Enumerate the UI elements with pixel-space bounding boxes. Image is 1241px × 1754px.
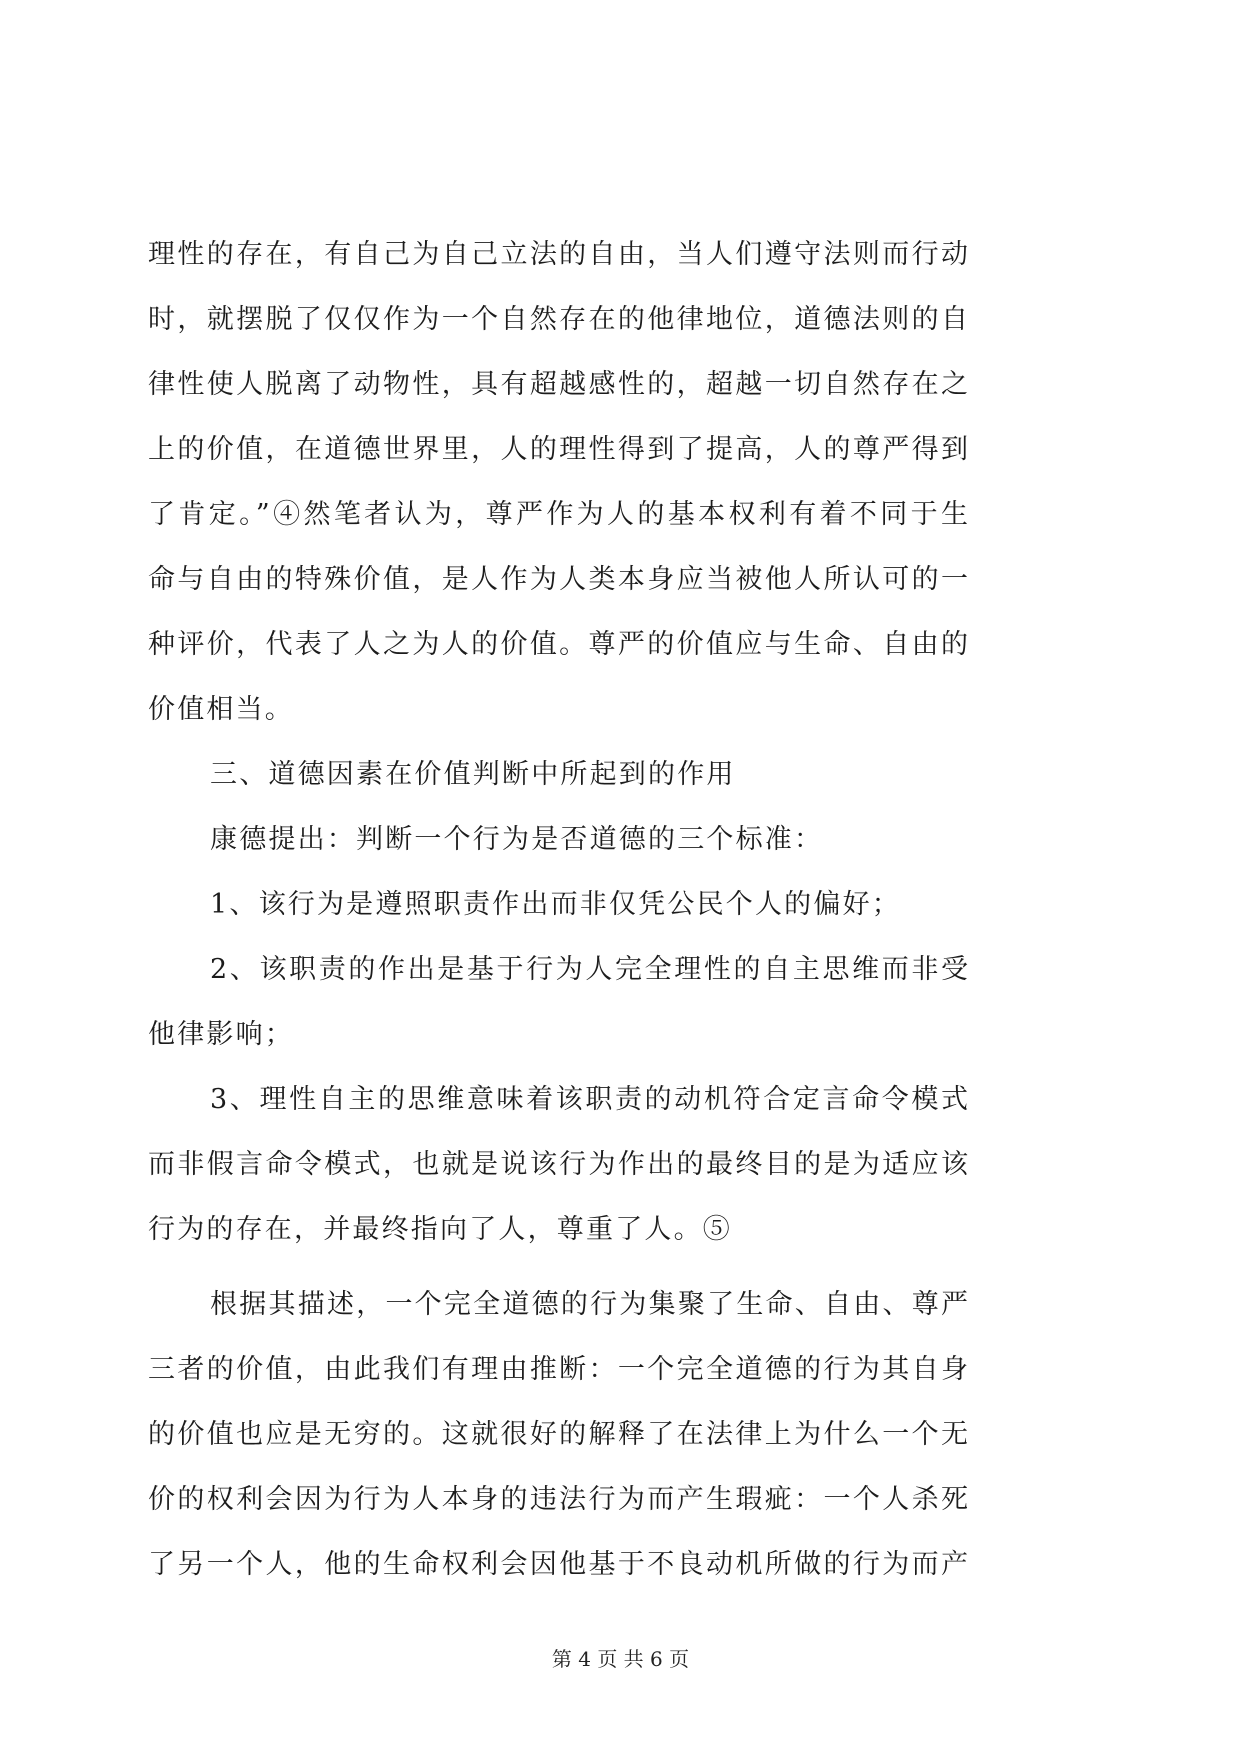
body-line: 的价值也应是无穷的。这就很好的解释了在法律上为什么一个无: [148, 1419, 968, 1450]
section-heading: 三、道德因素在价值判断中所起到的作用: [210, 759, 736, 790]
list-item-continuation: 而非假言命令模式，也就是说该行为作出的最终目的是为适应该: [148, 1149, 968, 1180]
body-line: 价的权利会因为行为人本身的违法行为而产生瑕疵：一个人杀死: [148, 1484, 968, 1515]
body-line: 了肯定。”④然笔者认为，尊严作为人的基本权利有着不同于生: [148, 499, 968, 530]
body-line: 律性使人脱离了动物性，具有超越感性的，超越一切自然存在之: [148, 369, 968, 400]
body-line: 命与自由的特殊价值，是人作为人类本身应当被他人所认可的一: [148, 564, 968, 595]
list-item: 1、该行为是遵照职责作出而非仅凭公民个人的偏好；: [210, 889, 901, 920]
list-item-continuation: 行为的存在，并最终指向了人，尊重了人。⑤: [148, 1214, 732, 1245]
body-line: 根据其描述，一个完全道德的行为集聚了生命、自由、尊严: [210, 1289, 968, 1320]
list-item-continuation: 他律影响；: [148, 1019, 294, 1050]
body-line: 理性的存在，有自己为自己立法的自由，当人们遵守法则而行动: [148, 239, 968, 270]
page-number-footer: 第 4 页 共 6 页: [551, 1647, 690, 1671]
document-page: [148, 232, 968, 1607]
body-line: 三者的价值，由此我们有理由推断：一个完全道德的行为其自身: [148, 1354, 968, 1385]
body-line: 价值相当。: [148, 694, 294, 725]
body-line: 种评价，代表了人之为人的价值。尊严的价值应与生命、自由的: [148, 629, 968, 660]
list-item: 3、理性自主的思维意味着该职责的动机符合定言命令模式: [210, 1084, 968, 1115]
body-line: 了另一个人，他的生命权利会因他基于不良动机所做的行为而产: [148, 1549, 968, 1580]
body-line: 时，就摆脱了仅仅作为一个自然存在的他律地位，道德法则的自: [148, 304, 968, 335]
body-line: 康德提出：判断一个行为是否道德的三个标准：: [210, 824, 824, 855]
list-item: 2、该职责的作出是基于行为人完全理性的自主思维而非受: [210, 954, 968, 985]
body-line: 上的价值，在道德世界里，人的理性得到了提高，人的尊严得到: [148, 434, 968, 465]
